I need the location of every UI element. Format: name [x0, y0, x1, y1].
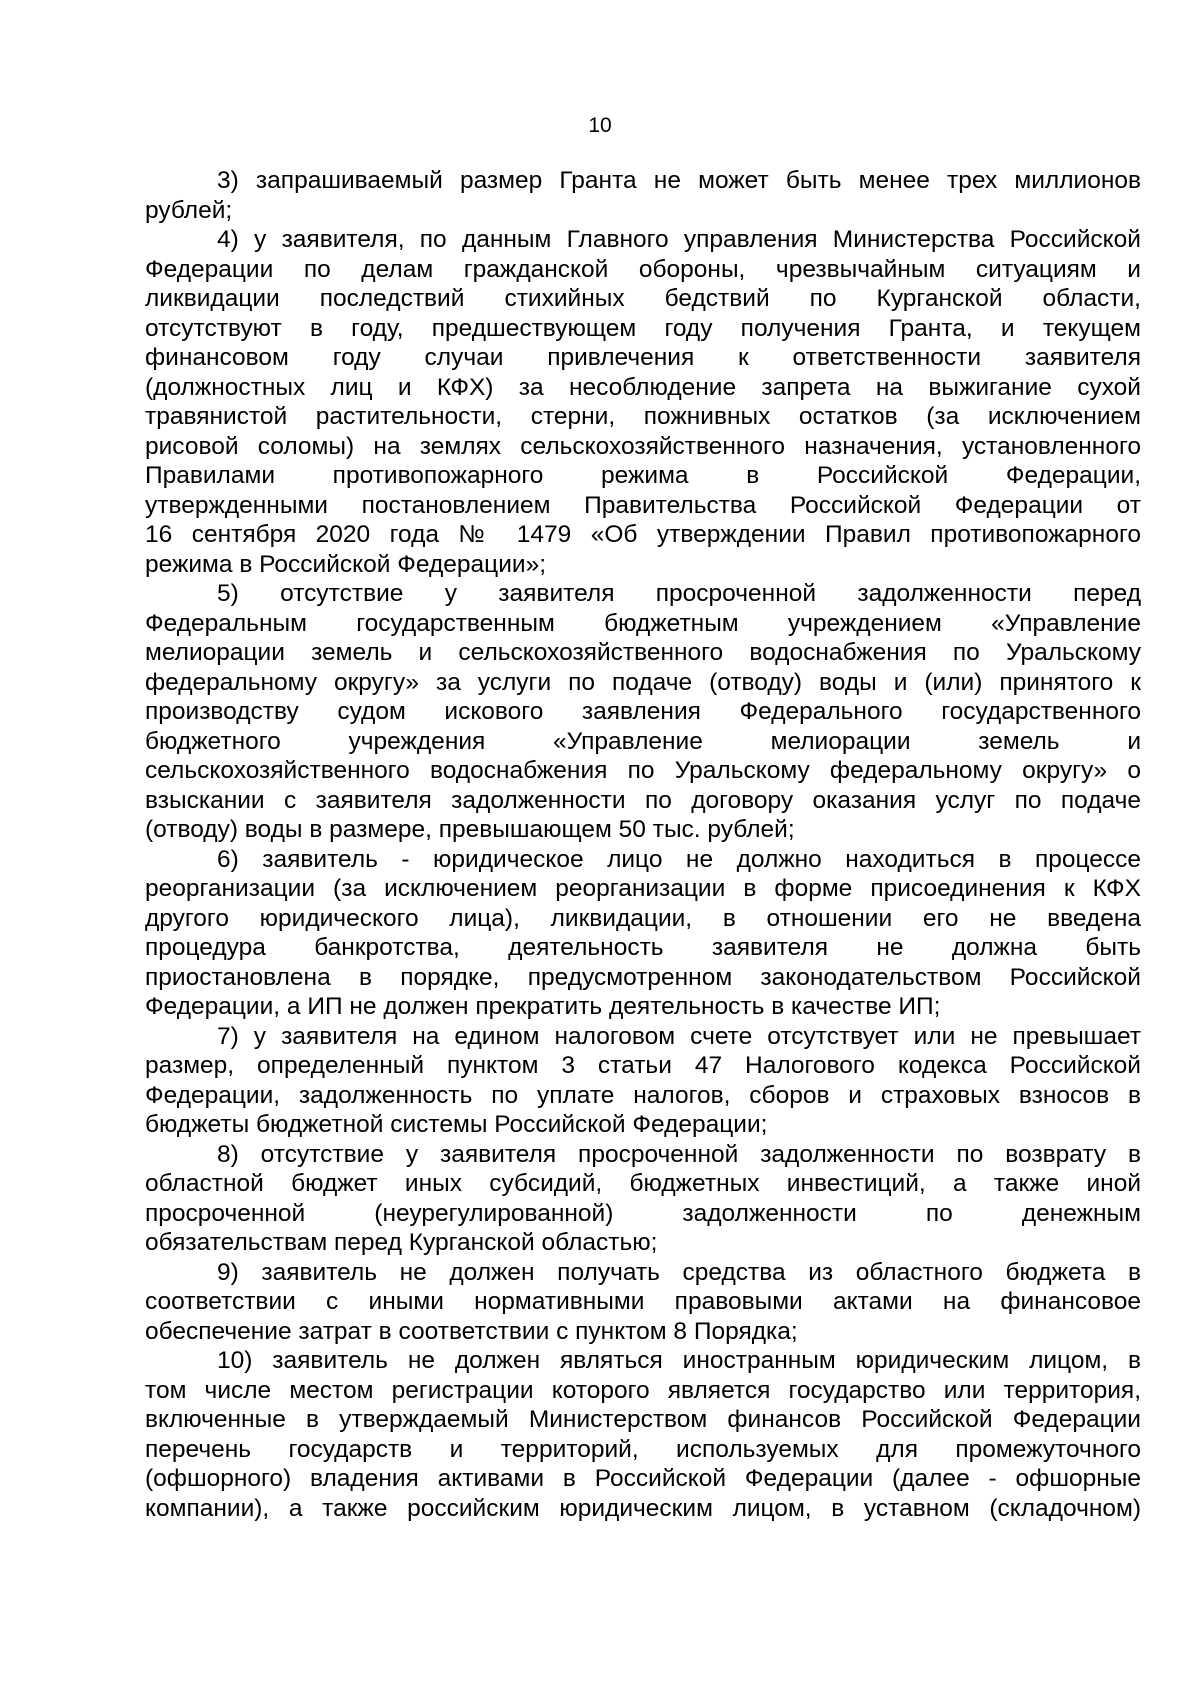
text-line: режима в Российской Федерации»; — [145, 550, 546, 578]
text-line: 16 сентября 2020 года № 1479 «Об утверждении Правил противопожарного — [145, 521, 1141, 548]
text-line: (должностных лиц и КФХ) за несоблюдение запрета на выжигание сухой — [145, 373, 1141, 401]
text-line: финансовом году случаи привлечения к ответственности заявителя — [145, 344, 1141, 371]
text-line: Федерации, задолженность по уплате налогов, сборов и страховых взносов в — [145, 1081, 1141, 1109]
text-line: взыскании с заявителя задолженности по договору оказания услуг по подаче — [145, 786, 1141, 814]
text-line: обеспечение затрат в соответствии с пунктом 8 Порядка; — [145, 1317, 798, 1345]
text-line: соответствии с иными нормативными правовыми актами на финансовое — [145, 1288, 1141, 1315]
text-line: Федерации, а ИП не должен прекратить деятельность в качестве ИП; — [145, 993, 941, 1020]
paragraph-item-7 — [145, 1022, 1141, 1140]
text-line: 9) заявитель не должен получать средства из областного бюджета в — [217, 1258, 1141, 1286]
text-line: бюджетного учреждения «Управление мелиорации земель и — [145, 727, 1141, 755]
text-line: 10) заявитель не должен являться иностранным юридическим лицом, в — [217, 1347, 1141, 1374]
text-line: травянистой растительности, стерни, пожнивных остатков (за исключением — [145, 403, 1141, 430]
text-line: утвержденными постановлением Правительства Российской Федерации от — [145, 491, 1141, 519]
text-line: 7) у заявителя на едином налоговом счете отсутствует или не превышает — [217, 1022, 1141, 1050]
text-line: ликвидации последствий стихийных бедствий по Курганской области, — [145, 285, 1141, 312]
paragraph-item-4 — [145, 225, 1141, 579]
text-line: другого юридического лица), ликвидации, в отношении его не введена — [145, 904, 1141, 932]
paragraph-item-3 — [145, 166, 1141, 225]
text-line: сельскохозяйственного водоснабжения по Уральскому федеральному округу» о — [145, 757, 1141, 784]
text-line: бюджеты бюджетной системы Российской Федерации; — [145, 1111, 768, 1138]
text-line: просроченной (неурегулированной) задолженности по денежным — [145, 1199, 1141, 1227]
paragraph-item-9 — [145, 1258, 1141, 1347]
text-line: (отводу) воды в размере, превышающем 50 тыс. рублей; — [145, 816, 795, 843]
text-line: том числе местом регистрации которого является государство или территория, — [145, 1376, 1141, 1404]
text-line: 5) отсутствие у заявителя просроченной задолженности перед — [217, 580, 1141, 607]
text-line: мелиорации земель и сельскохозяйственного водоснабжения по Уральскому — [145, 639, 1141, 666]
paragraph-item-5 — [145, 579, 1141, 845]
text-line: Федерации по делам гражданской обороны, чрезвычайным ситуациям и — [145, 255, 1141, 283]
paragraph-item-8 — [145, 1140, 1141, 1258]
text-line: отсутствуют в году, предшествующем году получения Гранта, и текущем — [145, 314, 1141, 342]
text-line: 8) отсутствие у заявителя просроченной задолженности по возврату в — [217, 1140, 1141, 1168]
text-line: размер, определенный пунктом 3 статьи 47 Налогового кодекса Российской — [145, 1052, 1141, 1079]
text-line: компании), а также российским юридическим лицом, в уставном (складочном) — [145, 1494, 1141, 1522]
paragraph-item-6 — [145, 845, 1141, 1022]
text-line: 3) запрашиваемый размер Гранта не может быть менее трех миллионов — [217, 167, 1141, 194]
text-line: федеральному округу» за услуги по подаче (отводу) воды и (или) принятого к — [145, 668, 1141, 696]
text-line: (офшорного) владения активами в Российской Федерации (далее - офшорные — [145, 1465, 1141, 1492]
document-body — [145, 166, 1141, 1523]
text-line: рублей; — [145, 196, 233, 224]
text-line: областной бюджет иных субсидий, бюджетных инвестиций, а также иной — [145, 1170, 1141, 1197]
text-line: рисовой соломы) на землях сельскохозяйственного назначения, установленного — [145, 432, 1141, 460]
text-line: Правилами противопожарного режима в Российской Федерации, — [145, 462, 1141, 489]
text-line: включенные в утверждаемый Министерством финансов Российской Федерации — [145, 1406, 1141, 1433]
text-line: 4) у заявителя, по данным Главного управления Министерства Российской — [217, 226, 1141, 253]
text-line: Федеральным государственным бюджетным учреждением «Управление — [145, 609, 1141, 637]
text-line: производству судом искового заявления Федерального государственного — [145, 698, 1141, 725]
page-number: 10 — [588, 114, 612, 137]
text-line: обязательствам перед Курганской областью; — [145, 1229, 658, 1256]
paragraph-item-10 — [145, 1346, 1141, 1523]
text-line: приостановлена в порядке, предусмотренном законодательством Российской — [145, 963, 1141, 991]
text-line: реорганизации (за исключением реорганизации в форме присоединения к КФХ — [145, 875, 1141, 902]
text-line: перечень государств и территорий, используемых для промежуточного — [145, 1435, 1141, 1463]
text-line: 6) заявитель - юридическое лицо не должно находиться в процессе — [217, 845, 1141, 873]
text-line: процедура банкротства, деятельность заявителя не должна быть — [145, 934, 1141, 961]
